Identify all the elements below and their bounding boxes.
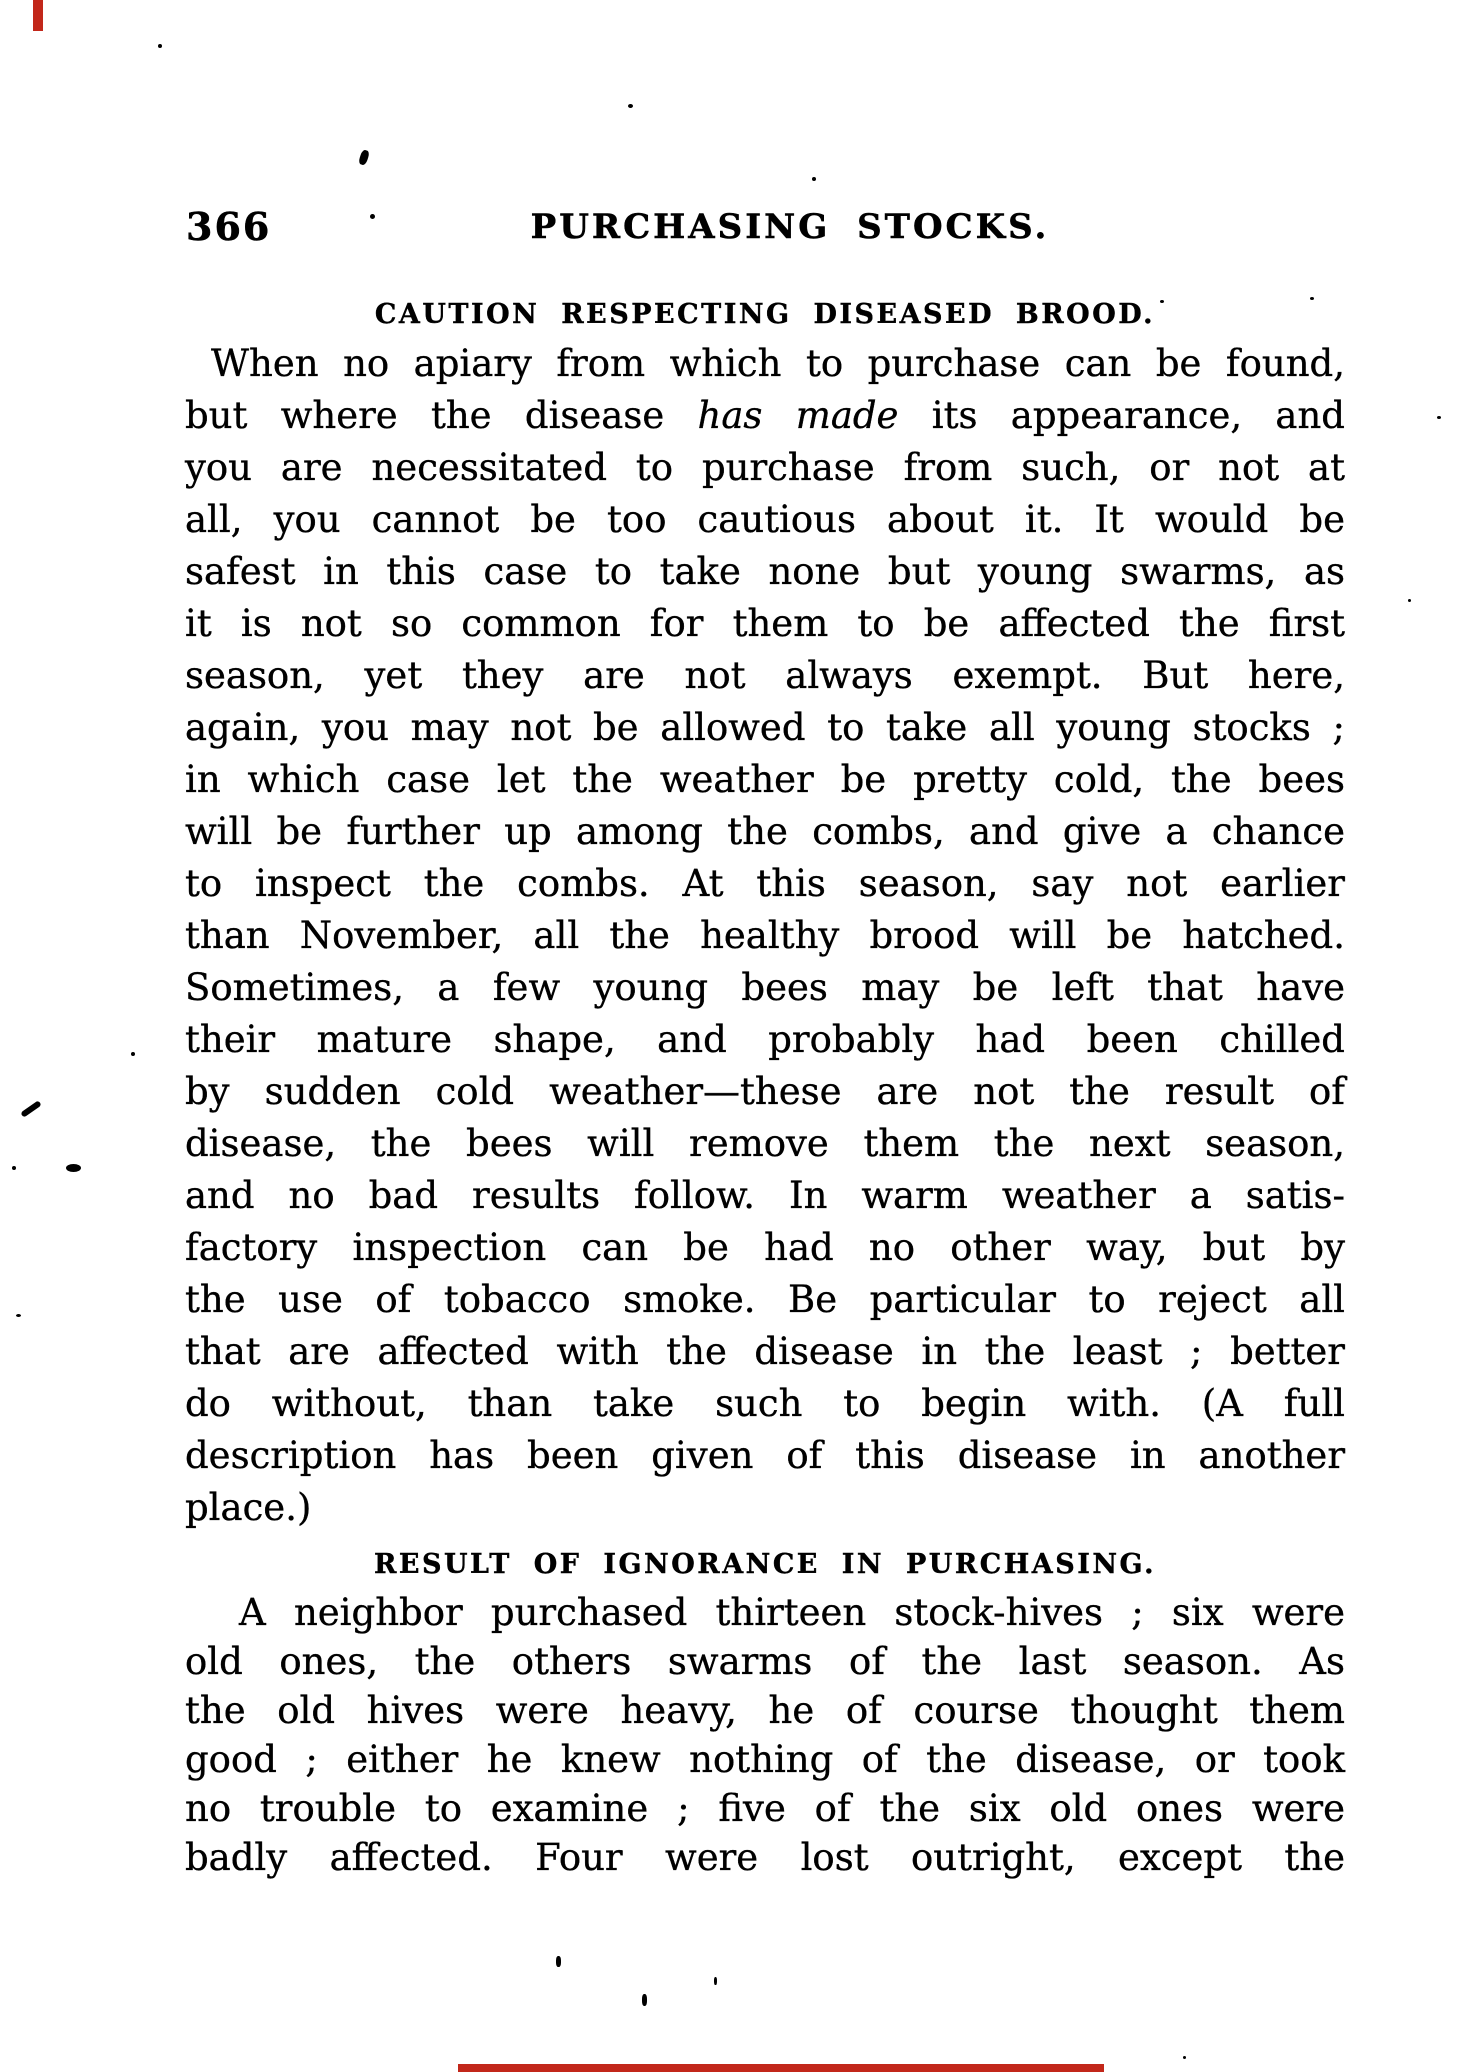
text-line: will be further up among the combs, and give a chance <box>185 810 1345 853</box>
paragraph-result <box>185 1588 1345 1882</box>
ink-speck <box>714 1977 717 1985</box>
ink-speck <box>1160 300 1164 303</box>
text-line: good ; either he knew nothing of the disease, or took <box>185 1738 1345 1781</box>
text-segment: its appearance, and <box>898 394 1345 437</box>
ink-speck <box>66 1164 81 1172</box>
text-line: A neighbor purchased thirteen stock-hives ; six were <box>239 1591 1345 1634</box>
ink-speck <box>358 149 370 166</box>
ink-speck <box>1437 416 1441 419</box>
paragraph-caution <box>185 338 1345 1534</box>
text-line: their mature shape, and probably had been chilled <box>185 1018 1345 1061</box>
ink-speck <box>1310 297 1314 300</box>
text-line: all, you cannot be too cautious about it. It would be <box>185 498 1345 541</box>
text-line: it is not so common for them to be affected the first <box>185 602 1345 645</box>
text-line: safest in this case to take none but young swarms, as <box>185 550 1345 593</box>
text-line: that are affected with the disease in the least ; better <box>185 1330 1345 1373</box>
text-line: to inspect the combs. At this season, say not earlier <box>185 862 1345 905</box>
page-number: 366 <box>186 204 272 249</box>
ink-speck <box>131 1052 135 1056</box>
running-title: PURCHASING STOCKS. <box>530 207 1050 247</box>
section-heading-caution: CAUTION RESPECTING DISEASED BROOD. <box>374 299 1156 330</box>
ink-speck <box>812 177 816 181</box>
ink-speck <box>16 1314 21 1317</box>
text-line: When no apiary from which to purchase can be found, <box>211 342 1345 385</box>
ink-speck <box>556 1956 561 1967</box>
text-line: Sometimes, a few young bees may be left that have <box>185 966 1345 1009</box>
text-line: description has been given of this disease in another <box>185 1434 1345 1477</box>
ink-speck <box>370 214 375 219</box>
ink-speck <box>20 1100 41 1118</box>
text-line: factory inspection can be had no other way, but by <box>185 1226 1345 1269</box>
section-heading-result: RESULT OF IGNORANCE IN PURCHASING. <box>373 1549 1157 1580</box>
text-line: place.) <box>185 1486 312 1529</box>
text-line: season, yet they are not always exempt. But here, <box>185 654 1345 697</box>
ink-speck <box>642 1994 647 2006</box>
ink-speck <box>1408 599 1411 602</box>
text-line <box>185 390 1345 442</box>
ink-speck <box>628 104 633 108</box>
text-segment: but where the disease <box>185 394 698 437</box>
text-line: disease, the bees will remove them the next season, <box>185 1122 1345 1165</box>
text-segment-italic: has made <box>697 394 899 437</box>
text-line: again, you may not be allowed to take all young stocks ; <box>185 706 1345 749</box>
text-line: do without, than take such to begin with. (A full <box>185 1382 1345 1425</box>
ink-speck <box>158 44 162 48</box>
text-line: you are necessitated to purchase from such, or not at <box>185 446 1345 489</box>
text-line: by sudden cold weather—these are not the result of <box>185 1070 1345 1113</box>
ink-speck <box>1183 2056 1186 2059</box>
scan-artifact-red-bottom-bar <box>458 2064 1104 2072</box>
text-line: in which case let the weather be pretty cold, the bees <box>185 758 1345 801</box>
text-line: and no bad results follow. In warm weather a satis- <box>185 1174 1345 1217</box>
text-line: the use of tobacco smoke. Be particular to reject all <box>185 1278 1345 1321</box>
text-line: than November, all the healthy brood will be hatched. <box>185 914 1345 957</box>
ink-speck <box>12 1166 16 1170</box>
text-line: old ones, the others swarms of the last season. As <box>185 1640 1345 1683</box>
text-line: the old hives were heavy, he of course thought them <box>185 1689 1345 1732</box>
scan-artifact-red-top-left <box>33 0 43 31</box>
text-line: no trouble to examine ; five of the six old ones were <box>185 1787 1345 1830</box>
text-line: badly affected. Four were lost outright, except the <box>185 1836 1345 1879</box>
